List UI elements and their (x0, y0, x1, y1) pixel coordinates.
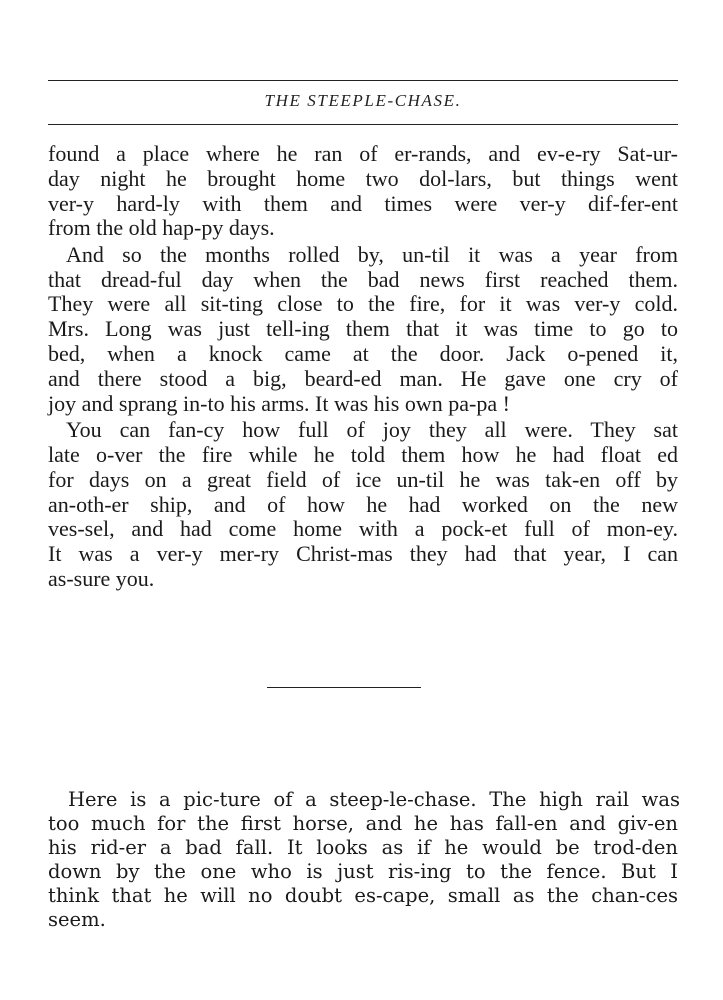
section-separator-rule (267, 687, 421, 688)
story-line: for days on a great field of ice un-til he was tak-en off by (48, 467, 678, 492)
story-line: as-sure you. (48, 566, 155, 591)
story-line: that dread-ful day when the bad news first reached them. (48, 267, 678, 292)
caption-line: think that he will no doubt es-cape, small as the chan-ces (48, 884, 678, 907)
header-rule-bottom (48, 124, 678, 125)
story-line: ver-y hard-ly with them and times were ver-y dif-fer-ent (48, 191, 678, 216)
story-line: and there stood a big, beard-ed man. He gave one cry of (48, 366, 678, 391)
story-line: You can fan-cy how full of joy they all were. They sat (66, 417, 678, 442)
story-line: bed, when a knock came at the door. Jack o-pened it, (48, 341, 678, 366)
story-line: It was a ver-y mer-ry Christ-mas they had that year, I can (48, 541, 678, 566)
caption-line: down by the one who is just ris-ing to the fence. But I (48, 860, 678, 883)
caption-line: too much for the first horse, and he has fall-en and giv-en (48, 812, 678, 835)
story-line: Mrs. Long was just tell-ing them that it was time to go to (48, 316, 678, 341)
story-line: day night he brought home two dol-lars, but things went (48, 166, 678, 191)
caption-line: his rid-er a bad fall. It looks as if he would be trod-den (48, 836, 678, 859)
story-line: And so the months rolled by, un-til it was a year from (66, 242, 678, 267)
story-line: found a place where he ran of er-rands, and ev-e-ry Sat-ur- (48, 141, 678, 166)
caption-line: seem. (48, 908, 106, 931)
story-line: They were all sit-ting close to the fire, for it was ver-y cold. (48, 291, 678, 316)
story-line: late o-ver the fire while he told them how he had float ed (48, 442, 678, 467)
story-line: an-oth-er ship, and of how he had worked on the new (48, 492, 678, 517)
story-line: joy and sprang in-to his arms. It was his own pa-pa ! (48, 391, 510, 416)
running-head: THE STEEPLE-CHASE. (264, 91, 462, 110)
header-rule-top (48, 80, 678, 81)
caption-line: Here is a pic-ture of a steep-le-chase. The high rail was (68, 788, 680, 811)
story-line: from the old hap-py days. (48, 215, 275, 240)
story-line: ves-sel, and had come home with a pock-et full of mon-ey. (48, 516, 678, 541)
